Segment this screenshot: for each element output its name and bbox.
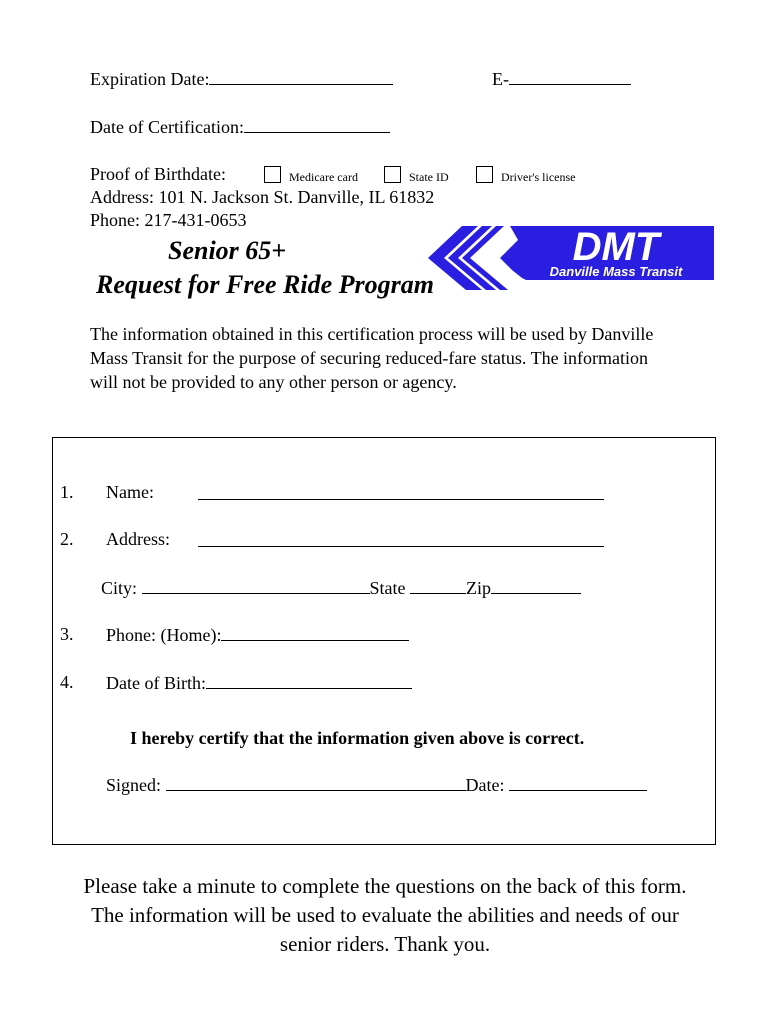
title-line-2: Request for Free Ride Program (96, 270, 434, 299)
state-field[interactable] (410, 577, 466, 594)
title-line-1: Senior 65+ (168, 236, 287, 265)
certification-date-label: Date of Certification: (90, 117, 244, 137)
date-of-birth-label: Date of Birth: (106, 673, 206, 693)
state-id-label: State ID (409, 170, 449, 184)
name-number: 1. (60, 482, 74, 502)
expiration-date-label: Expiration Date: (90, 69, 210, 89)
intro-paragraph: The information obtained in this certification process will be used by Danville Mass Transit for the purpose of securing reduced-fare status. The information will not be provided to any other person or agency. (90, 324, 654, 392)
city-state-zip-row (101, 577, 581, 599)
closing-paragraph: Please take a minute to complete the questions on the back of this form. The information will be used to evaluate the abilities and needs of our senior riders. Thank you. (83, 874, 687, 956)
home-phone-label: Phone: (Home): (106, 625, 222, 645)
date-of-birth-field[interactable] (206, 672, 412, 689)
name-label: Name: (106, 482, 154, 502)
proof-of-birthdate-label: Proof of Birthdate: (90, 164, 226, 184)
signature-field[interactable] (166, 774, 466, 791)
address-label: Address: (106, 529, 170, 549)
date-of-birth-row (106, 672, 412, 694)
medicare-card-option[interactable] (264, 166, 358, 186)
certification-date-field[interactable] (244, 116, 390, 133)
address-field[interactable] (198, 529, 604, 547)
agency-address: Address: 101 N. Jackson St. Danville, IL 61832 (90, 187, 435, 207)
medicare-card-label: Medicare card (289, 170, 358, 184)
e-label: E- (492, 69, 509, 89)
address-number: 2. (60, 529, 74, 549)
zip-field[interactable] (491, 577, 581, 594)
agency-phone: Phone: 217-431-0653 (90, 210, 247, 230)
name-field[interactable] (198, 482, 604, 500)
expiration-date-field[interactable] (209, 68, 393, 85)
signature-row (106, 774, 647, 796)
home-phone-field[interactable] (221, 624, 409, 641)
proof-of-birthdate-row (90, 164, 226, 185)
home-phone-row (106, 624, 409, 646)
signature-date-field[interactable] (509, 774, 647, 791)
state-id-option[interactable] (384, 166, 449, 186)
certification-date-row (90, 116, 390, 138)
drivers-license-checkbox[interactable] (476, 166, 493, 183)
dob-number: 4. (60, 672, 74, 692)
drivers-license-label: Driver's license (501, 170, 576, 184)
expiration-date-row (90, 68, 393, 90)
dmt-logo-text: DMT (572, 225, 660, 269)
drivers-license-option[interactable] (476, 166, 575, 186)
date-label: Date: (465, 775, 505, 795)
e-field[interactable] (509, 68, 631, 85)
zip-label: Zip (466, 578, 492, 598)
medicare-card-checkbox[interactable] (264, 166, 281, 183)
city-label: City: (101, 578, 138, 598)
state-label: State (369, 578, 406, 598)
dmt-logo (426, 222, 716, 294)
city-field[interactable] (142, 577, 370, 594)
certification-statement: I hereby certify that the information given above is correct. (130, 728, 585, 748)
signed-label: Signed: (106, 775, 162, 795)
phone-number: 3. (60, 624, 74, 644)
state-id-checkbox[interactable] (384, 166, 401, 183)
dmt-logo-subtext: Danville Mass Transit (549, 264, 683, 279)
e-row (492, 68, 631, 90)
